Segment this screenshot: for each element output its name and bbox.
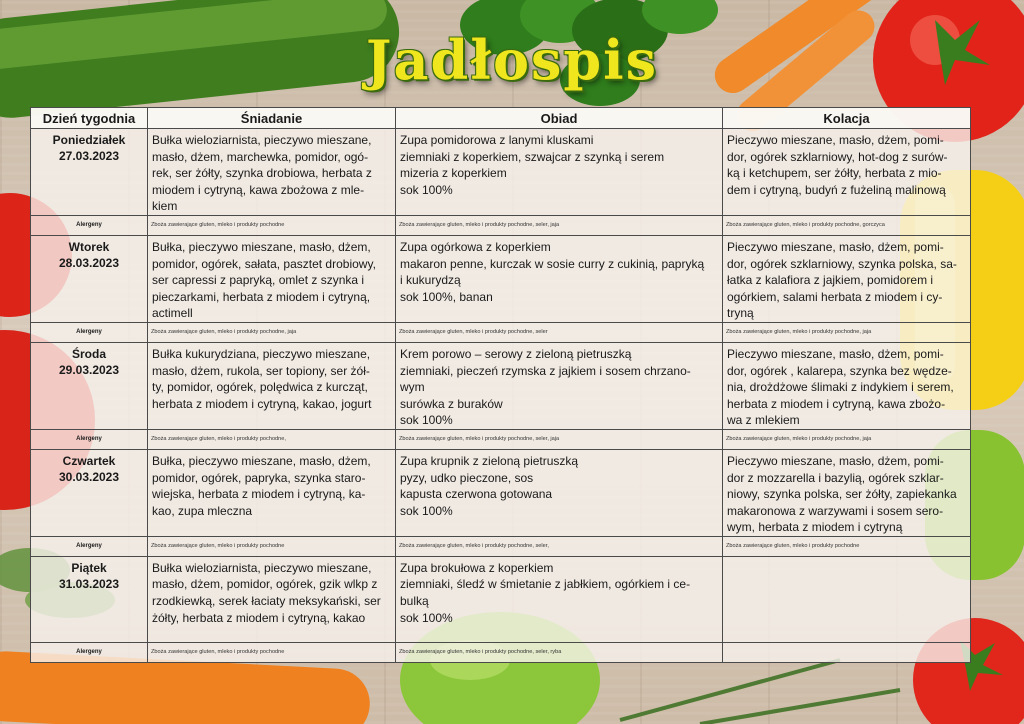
allergen-breakfast: Zboża zawierające gluten, mleko i produkty pochodne	[148, 536, 396, 556]
dinner-text: Pieczywo mieszane, masło, dżem, pomi- dor, ogórek szklarniowy, szynka polska, sa- łatka z kalafiora z jajkiem, pomidorem i ogórkiem, salami herbata z miodem i cy- tryną	[727, 239, 957, 321]
breakfast-cell	[148, 556, 396, 642]
allergen-breakfast: Zboża zawierające gluten, mleko i produkty pochodne	[148, 642, 396, 662]
breakfast-text: Bułka kukurydziana, pieczywo mieszane, masło, dżem, rukola, ser topiony, ser żół- ty, pomidor, ogórek, polędwica z kurcząt, herbata z miodem i cytryną, kakao, jogurt	[152, 346, 372, 411]
dinner-text: Pieczywo mieszane, masło, dżem, pomi- dor, ogórek szklarniowy, hot-dog z surów- ką i ketchupem, ser żółty, herbata z mio- dem i cytryną, budyń z fużeliną malinową	[727, 133, 948, 197]
allergen-dinner: Zboża zawierające gluten, mleko i produkty pochodne, jaja	[723, 322, 971, 342]
allergen-lunch: Zboża zawierające gluten, mleko i produkty pochodne, seler	[396, 322, 723, 342]
breakfast-cell	[148, 129, 396, 216]
allergen-breakfast: Zboża zawierające gluten, mleko i produkty pochodne	[148, 215, 396, 235]
lunch-text: Zupa brokułowa z koperkiem ziemniaki, śledź w śmietanie z jabłkiem, ogórkiem i ce- bulką sok 100%	[400, 560, 691, 625]
allergen-label: Alergeny	[31, 429, 148, 449]
day-name: Wtorek	[68, 239, 110, 254]
lunch-cell	[396, 342, 723, 429]
allergen-row	[31, 322, 971, 342]
header-dinner: Kolacja	[723, 108, 971, 129]
lunch-text: Zupa ogórkowa z koperkiem makaron penne, kurczak w sosie curry z cukinią, papryką i kukurydzą sok 100%, banan	[400, 239, 705, 304]
day-name: Poniedziałek	[52, 133, 126, 147]
header-row	[31, 108, 971, 129]
header-breakfast: Śniadanie	[148, 108, 396, 129]
breakfast-text: Bułka wieloziarnista, pieczywo mieszane, masło, dżem, pomidor, ogórek, gzik wlkp z rzodkiewką, serek łaciaty meksykański, ser żółty, herbata z miodem i cytryną, kakao	[152, 560, 381, 625]
allergen-lunch: Zboża zawierające gluten, mleko i produkty pochodne, seler, jaja	[396, 429, 723, 449]
day-name: Środa	[71, 346, 106, 361]
header-day: Dzień tygodnia	[31, 108, 148, 129]
day-cell	[31, 556, 148, 642]
dinner-text: Pieczywo mieszane, masło, dżem, pomi- dor, ogórek , kalarepa, szynka bez wędze- nia, drożdżowe ślimaki z indykiem i serem, herbata z miodem i cytryną, kawa zbożo- wa z mlekiem	[727, 346, 954, 428]
day-date: 28.03.2023	[58, 255, 120, 270]
allergen-label: Alergeny	[31, 536, 148, 556]
allergen-lunch: Zboża zawierające gluten, mleko i produkty pochodne, seler, jaja	[396, 215, 723, 235]
allergen-label: Alergeny	[31, 322, 148, 342]
allergen-label: Alergeny	[31, 642, 148, 662]
day-row	[31, 129, 971, 216]
header-lunch: Obiad	[396, 108, 723, 129]
lunch-cell	[396, 235, 723, 322]
day-date: 30.03.2023	[58, 469, 120, 484]
allergen-dinner: Zboża zawierające gluten, mleko i produkty pochodne, gorczyca	[723, 215, 971, 235]
allergen-row	[31, 215, 971, 235]
allergen-dinner	[723, 642, 971, 662]
allergen-row	[31, 429, 971, 449]
lunch-cell	[396, 556, 723, 642]
page-title: Jadłospis	[365, 28, 659, 92]
lunch-text: Zupa krupnik z zieloną pietruszką pyzy, udko pieczone, sos kapusta czerwona gotowana sok 100%	[400, 453, 579, 518]
day-date: 29.03.2023	[58, 362, 120, 377]
day-cell	[31, 342, 148, 429]
day-date: 31.03.2023	[58, 576, 120, 591]
menu-table	[30, 107, 971, 663]
allergen-breakfast: Zboża zawierające gluten, mleko i produkty pochodne,	[148, 429, 396, 449]
allergen-row	[31, 536, 971, 556]
day-cell	[31, 449, 148, 536]
breakfast-text: Bułka, pieczywo mieszane, masło, dżem, pomidor, ogórek, papryka, szynka staro- wiejska, herbata z miodem i cytryną, ka- kao, zupa mleczna	[152, 453, 371, 518]
lunch-cell	[396, 449, 723, 536]
allergen-dinner: Zboża zawierające gluten, mleko i produkty pochodne	[723, 536, 971, 556]
dinner-cell	[723, 556, 971, 642]
allergen-lunch: Zboża zawierające gluten, mleko i produkty pochodne, seler, ryba	[396, 642, 723, 662]
lunch-text: Zupa pomidorowa z lanymi kluskami ziemniaki z koperkiem, szwajcar z szynką i serem mizeria z koperkiem sok 100%	[400, 133, 665, 197]
lunch-cell	[396, 129, 723, 216]
day-row	[31, 556, 971, 642]
rosemary-icon	[620, 660, 900, 724]
day-row	[31, 342, 971, 429]
day-cell	[31, 235, 148, 322]
allergen-row	[31, 642, 971, 662]
breakfast-cell	[148, 449, 396, 536]
breakfast-cell	[148, 235, 396, 322]
lunch-text: Krem porowo – serowy z zieloną pietruszką ziemniaki, pieczeń rzymska z jajkiem i sosem chrzano- wym surówka z buraków sok 100%	[400, 346, 691, 428]
allergen-dinner: Zboża zawierające gluten, mleko i produkty pochodne, jaja	[723, 429, 971, 449]
day-name: Piątek	[71, 560, 107, 575]
dinner-cell	[723, 342, 971, 429]
dinner-text: Pieczywo mieszane, masło, dżem, pomi- dor z mozzarella i bazylią, ogórek szklar- niowy, szynka polska, ser żółty, zapiekanka makaronowa z warzywami i sosem sero- wym, herbata z miodem i cytryną	[727, 453, 957, 535]
dinner-cell	[723, 235, 971, 322]
day-date: 27.03.2023	[58, 149, 120, 163]
dinner-cell	[723, 129, 971, 216]
allergen-label: Alergeny	[31, 215, 148, 235]
allergen-lunch: Zboża zawierające gluten, mleko i produkty pochodne, seler,	[396, 536, 723, 556]
day-name: Czwartek	[62, 453, 116, 468]
breakfast-cell	[148, 342, 396, 429]
day-row	[31, 235, 971, 322]
dinner-cell	[723, 449, 971, 536]
day-row	[31, 449, 971, 536]
breakfast-text: Bułka wieloziarnista, pieczywo mieszane, masło, dżem, marchewka, pomidor, ogó- rek, ser żółty, szynka drobiowa, herbata z miodem i cytryną, kawa zbożowa z mle- kiem	[152, 133, 372, 214]
day-cell	[31, 129, 148, 216]
breakfast-text: Bułka, pieczywo mieszane, masło, dżem, pomidor, ogórek, sałata, pasztet drobiowy, ser capressi z papryką, omlet z szynka i pieczarkami, herbata z miodem i cytryną, actimell	[152, 239, 376, 321]
allergen-breakfast: Zboża zawierające gluten, mleko i produkty pochodne, jaja	[148, 322, 396, 342]
